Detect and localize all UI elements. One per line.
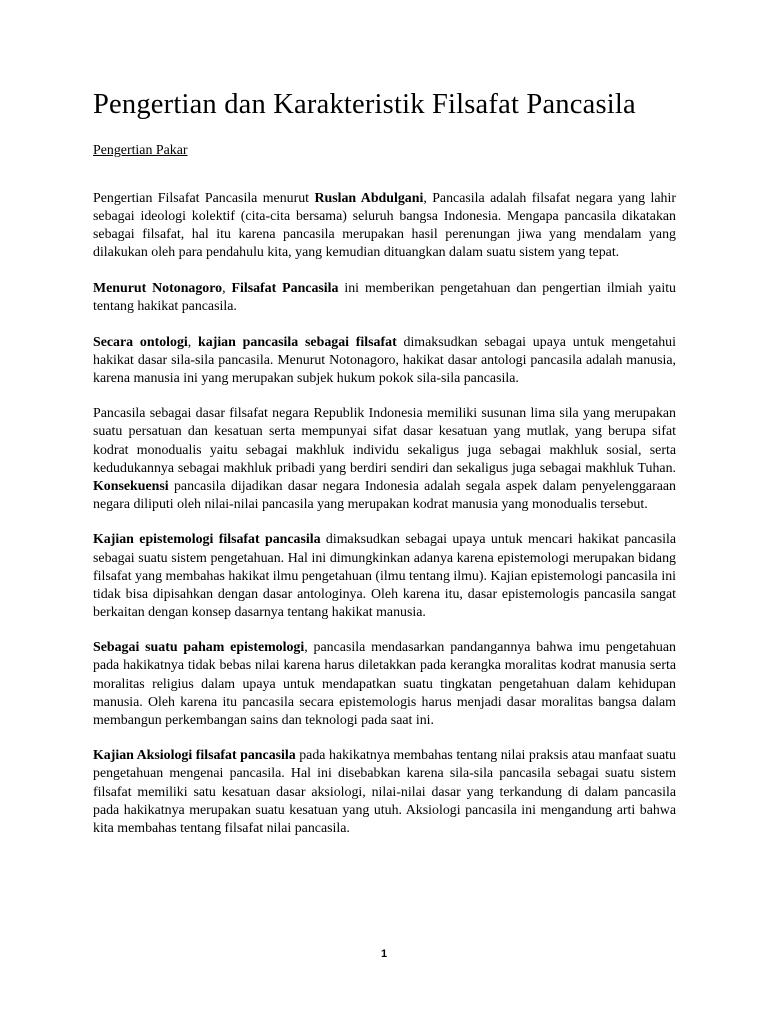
bold-text: Konsekuensi <box>93 478 169 494</box>
paragraph-text: , Pancasila adalah filsafat negara yang lahir sebagai ideologi kolektif (cita-cita bersama) seluruh bangsa Indonesia. Mengapa pancasila dikatakan sebagai filsafat, hal itu karena pancasila merupakan hasil perenungan jiwa yang mendalam yang dilakukan oleh para pendahulu kita, yang kemudian dituangkan dalam suatu sistem yang tepat. <box>93 191 676 261</box>
bold-text: Menurut Notonagoro <box>93 280 223 296</box>
paragraph-text: pancasila dijadikan dasar negara Indonesia adalah segala aspek dalam penyelenggaraan negara diliputi oleh nilai-nilai pancasila yang merupakan kodrat manusia yang monodualis tersebut. <box>93 478 676 512</box>
section-heading: Pengertian Pakar <box>93 143 188 158</box>
paragraph-text: ini memberikan pengetahuan dan pengertian ilmiah yaitu tentang hakikat pancasila. <box>93 280 676 314</box>
paragraph <box>93 639 676 729</box>
paragraph <box>93 280 676 316</box>
paragraph <box>93 334 676 388</box>
document-title: Pengertian dan Karakteristik Filsafat Pancasila <box>93 89 636 120</box>
document-body <box>93 190 676 838</box>
paragraph-text: , pancasila mendasarkan pandangannya bahwa imu pengetahuan pada hakikatnya tidak bebas nilai karena harus diletakkan pada kerangka moralitas kodrat manusia serta moralitas religius dalam upaya untuk mendapatkan suatu tingkatan pengetahuan dalam kehidupan manusia. Oleh karena itu pancasila secara epistemologis harus menjadi dasar moralitas bangsa dalam membangun perkembangan sains dan teknologi pada saat ini. <box>93 640 676 728</box>
paragraph <box>93 747 676 837</box>
bold-text: Kajian epistemologi filsafat pancasila <box>93 532 321 548</box>
bold-text: Secara ontologi <box>93 334 188 350</box>
bold-text: Filsafat Pancasila <box>231 280 339 296</box>
bold-text: Ruslan Abdulgani <box>314 191 424 206</box>
page-number: 1 <box>380 948 388 960</box>
paragraph-text: Pengertian Filsafat Pancasila menurut <box>93 191 315 206</box>
paragraph-text: , <box>222 280 232 296</box>
bold-text: kajian pancasila sebagai filsafat <box>198 334 397 350</box>
paragraph <box>93 531 676 621</box>
paragraph <box>93 190 676 262</box>
paragraph-text: Pancasila sebagai dasar filsafat negara Republik Indonesia memiliki susunan lima sila yang merupakan suatu persatuan dan kesatuan serta mempunyai sifat dasar kesatuan yang mutlak, yang berupa sifat kodrat monodualis yaitu sebagai makhluk individu sekaligus juga sebagai makhluk sosial, serta kedudukannya sebagai makhluk pribadi yang berdiri sendiri dan sekaligus juga sebagai makhluk Tuhan. <box>93 406 676 476</box>
paragraph-text: dimaksudkan sebagai upaya untuk mencari hakikat pancasila sebagai suatu sistem pengetahuan. Hal ini dimungkinkan adanya karena epistemologi merupakan bidang filsafat yang membahas hakikat ilmu pengetahuan (ilmu tentang ilmu). Kajian epistemologi pancasila ini tidak bisa dipisahkan dengan dasar antologinya. Oleh karena itu, dasar epistemologis pancasila sangat berkaitan dengan konsep dasarnya tentang hakikat manusia. <box>93 532 676 620</box>
paragraph <box>93 405 676 514</box>
paragraph-text: dimaksudkan sebagai upaya untuk mengetahui hakikat dasar sila-sila pancasila. Menurut Notonagoro, hakikat dasar antologi pancasila adalah manusia, karena manusia ini yang merupakan subjek hukum pokok sila-sila pancasila. <box>93 334 676 386</box>
paragraph-text: pada hakikatnya membahas tentang nilai praksis atau manfaat suatu pengetahuan mengenai pancasila. Hal ini disebabkan karena sila-sila pancasila sebagai suatu sistem filsafat memiliki satu kesatuan dasar aksiologi, nilai-nilai dasar yang terkandung di dalam pancasila pada hakikatnya merupakan suatu kesatuan yang utuh. Aksiologi pancasila ini mengandung arti bahwa kita membahas tentang filsafat nilai pancasila. <box>93 748 676 836</box>
document-page <box>93 0 676 1024</box>
paragraph-text: , <box>187 334 199 350</box>
bold-text: Sebagai suatu paham epistemologi <box>93 640 305 656</box>
bold-text: Kajian Aksiologi filsafat pancasila <box>93 748 296 764</box>
